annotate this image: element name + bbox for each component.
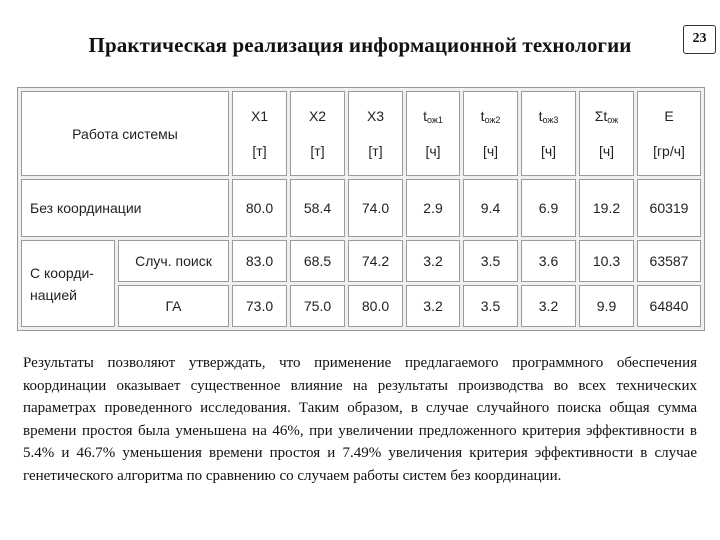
results-table <box>17 87 705 331</box>
page-number: 23 <box>683 25 716 54</box>
column-header <box>348 91 403 176</box>
results-paragraph: Результаты позволяют утверждать, что применение предлагаемого программного обеспечения координации оказывает существенное влияние на результаты производства во всех технических параметрах проведенного исследования. Таким образом, в случае случайного поиска общая сумма времени простоя была уменьшена на 46%, при увеличении предложенного критерия эффективности в 5.4% и 46.7% уменьшения времени простоя и 7.49% увеличения критерия эффективности в случае генетического алгоритма по сравнению со случаем работы систем без координации. <box>23 355 697 484</box>
table-cell: 10.3 <box>579 240 634 282</box>
column-unit: [ч] <box>425 143 441 159</box>
column-header <box>406 91 460 176</box>
table-cell: 63587 <box>637 240 701 282</box>
slide-title: Практическая реализация информационной технологии <box>88 33 632 57</box>
row-group-label: Без координации <box>21 179 229 237</box>
column-header <box>232 91 287 176</box>
table-cell: 3.6 <box>521 240 576 282</box>
table-cell: 19.2 <box>579 179 634 237</box>
column-unit: [ч] <box>482 143 499 159</box>
row-group-label: С коорди- нацией <box>21 240 115 327</box>
column-unit: [т] <box>310 143 325 159</box>
table-cell: 73.0 <box>232 285 287 327</box>
column-name: tож3 <box>538 108 559 125</box>
column-name: tож2 <box>480 108 501 125</box>
column-unit: [гр/ч] <box>653 143 685 159</box>
table-cell: 74.2 <box>348 240 403 282</box>
header-row <box>21 91 701 176</box>
column-header <box>637 91 701 176</box>
column-unit: [т] <box>252 143 267 159</box>
column-name: Σtож <box>594 108 619 125</box>
table-cell: 3.2 <box>406 285 460 327</box>
table-cell: 68.5 <box>290 240 345 282</box>
table-cell: 3.5 <box>463 240 518 282</box>
column-name: X3 <box>366 108 385 124</box>
corner-header: Работа системы <box>21 91 229 176</box>
table-cell: 3.2 <box>406 240 460 282</box>
column-unit: [ч] <box>540 143 557 159</box>
row-sub-label: ГА <box>118 285 229 327</box>
table-cell: 3.2 <box>521 285 576 327</box>
table-cell: 6.9 <box>521 179 576 237</box>
column-header <box>579 91 634 176</box>
column-unit: [т] <box>368 143 383 159</box>
column-header <box>290 91 345 176</box>
column-name: X2 <box>308 108 327 124</box>
table-cell: 64840 <box>637 285 701 327</box>
table-cell: 9.4 <box>463 179 518 237</box>
table-row <box>21 179 701 237</box>
table-cell: 74.0 <box>348 179 403 237</box>
column-name: E <box>664 108 674 124</box>
table-cell: 2.9 <box>406 179 460 237</box>
table-cell: 3.5 <box>463 285 518 327</box>
table-row <box>21 240 701 282</box>
column-header <box>521 91 576 176</box>
table-cell: 58.4 <box>290 179 345 237</box>
column-name: X1 <box>250 108 269 124</box>
column-unit: [ч] <box>598 143 615 159</box>
table-cell: 80.0 <box>348 285 403 327</box>
table-cell: 9.9 <box>579 285 634 327</box>
table-cell: 75.0 <box>290 285 345 327</box>
column-name: tож1 <box>423 108 443 125</box>
row-sub-label: Случ. поиск <box>118 240 229 282</box>
table-cell: 80.0 <box>232 179 287 237</box>
table-row <box>21 285 701 327</box>
column-header <box>463 91 518 176</box>
table-cell: 60319 <box>637 179 701 237</box>
table-cell: 83.0 <box>232 240 287 282</box>
